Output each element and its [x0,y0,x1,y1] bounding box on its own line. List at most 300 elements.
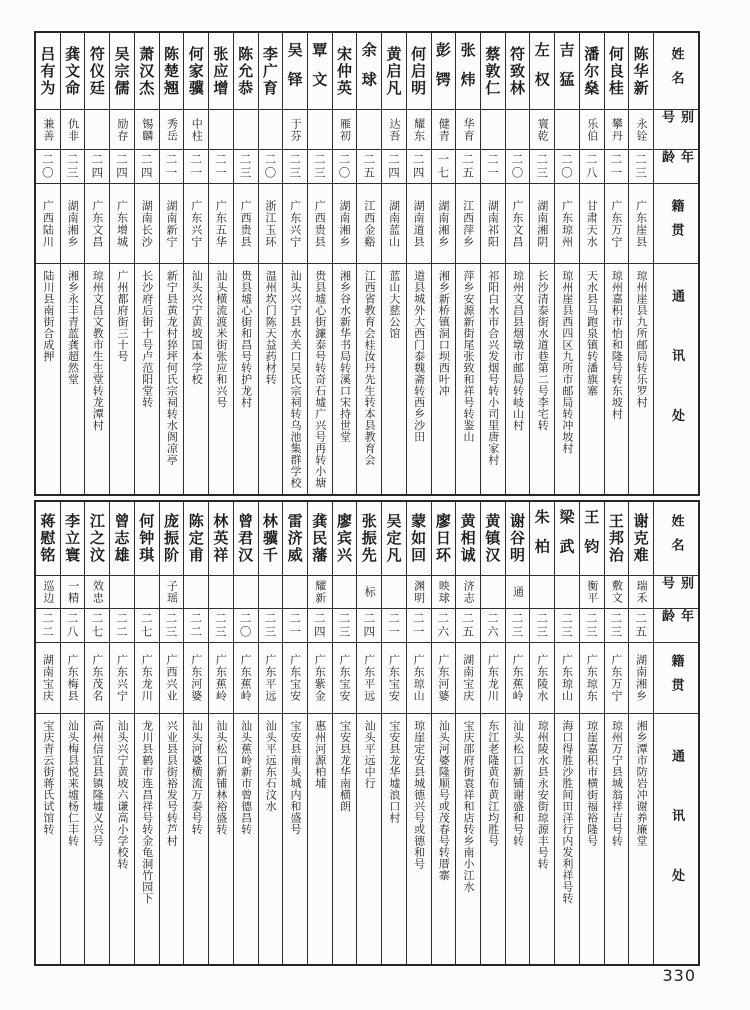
person-name: 吴宗儒 [112,45,131,97]
person-name: 符仪廷 [87,45,106,97]
person-alias: 达吾 [382,109,406,149]
person-column [307,33,332,494]
person-name: 彭锷 [433,41,452,101]
person-age: 二三 [580,608,604,642]
person-name: 吕有为 [38,45,57,97]
row-header-column [653,502,698,964]
person-alias: 攀丹 [605,109,629,149]
person-column [109,502,134,964]
person-name: 潘尔燊 [582,45,601,97]
person-alias: 通 [506,575,530,608]
person-alias: 子瑶 [160,575,184,608]
person-native-place: 湖南湘乡 [432,183,456,263]
person-alias [308,109,332,149]
person-alias: 济志 [456,575,480,608]
person-age: 二一 [605,149,629,183]
person-name: 宋仲英 [335,45,354,97]
person-native-place: 广东宝安 [382,642,406,713]
person-age: 二〇 [333,149,357,183]
header-name: 姓名 [668,514,684,563]
person-address: 宝庆邵府街袁祥和店转乡南小江水 [456,713,480,964]
person-name: 江之汶 [87,513,106,564]
person-column [505,502,530,964]
person-alias [333,575,357,608]
person-address: 湘乡谷水新华书局转溪口宋持世堂 [333,263,357,494]
person-native-place: 广东五华 [209,183,233,263]
person-native-place: 浙江玉环 [259,183,283,263]
person-column [628,502,653,964]
person-native-place: 广东陵水 [530,642,554,713]
person-age: 二三 [160,608,184,642]
person-native-place: 广东兴宁 [283,183,307,263]
person-address: 贵县墟心街濂泰号转奇石墟广兴号再转小塘 [308,263,332,494]
person-name: 龚民藩 [310,513,329,564]
header-address: 通讯处 [654,713,698,964]
person-name: 符致林 [508,45,527,97]
person-native-place: 广西陆川 [36,183,60,263]
person-name: 王邦治 [606,513,625,564]
header-address: 通讯处 [654,263,698,494]
person-alias [555,109,579,149]
person-address: 萍乡安源新街尾张致和祥号转鉴山 [456,263,480,494]
person-address: 高州信宜县镇隆墟义兴号 [85,713,109,964]
person-column [480,33,505,494]
person-column [480,502,505,964]
person-age: 二三 [629,149,653,183]
person-native-place: 广东琼山 [555,642,579,713]
person-age: 二三 [283,149,307,183]
person-column [233,502,258,964]
person-name: 廖日环 [433,513,452,564]
person-column [183,33,208,494]
person-column [431,502,456,964]
person-alias: 秀岳 [160,109,184,149]
person-age: 二二 [184,608,208,642]
person-alias [209,109,233,149]
person-address: 新宁县黄龙村猝坪何氏宗祠转水阁凉亭 [160,263,184,494]
person-native-place: 广东兴宁 [110,642,134,713]
person-native-place: 湖南新宁 [160,183,184,263]
person-native-place: 广东万宁 [605,642,629,713]
person-native-place: 湖南湘乡 [333,183,357,263]
person-column [406,502,431,964]
person-native-place: 广东文昌 [85,183,109,263]
person-name: 左权 [532,41,551,101]
person-address: 宝安县龙华南横朗 [333,713,357,964]
person-native-place: 湖南祁阳 [481,183,505,263]
person-column [60,502,85,964]
person-age: 二一 [382,608,406,642]
person-address: 琼州崖县西四区九所市邮局转冲坡村 [555,263,579,494]
person-column [579,33,604,494]
person-native-place: 广东紫金 [308,642,332,713]
person-age: 二八 [61,608,85,642]
person-address: 道县城外大西门泰魏斋转西乡沙田 [407,263,431,494]
person-name: 曾君汉 [236,513,255,564]
person-name: 吉猛 [557,41,576,101]
person-age: 二〇 [36,149,60,183]
person-name: 王钧 [582,509,601,568]
person-name: 吴铎 [285,41,304,101]
person-alias: 乐伯 [580,109,604,149]
person-column [233,33,258,494]
page-number: 330 [662,966,696,985]
person-age: 二三 [555,608,579,642]
person-age: 二六 [432,608,456,642]
person-address: 惠州河源柏埔 [308,713,332,964]
person-column [282,502,307,964]
person-address: 东江老隆黄布黄江均胜号 [481,713,505,964]
person-name: 庞振阶 [161,513,180,564]
person-address: 汕头兴宁黄坡六谦高小学校转 [110,713,134,964]
person-name: 萧汉杰 [137,45,156,97]
person-column [381,502,406,964]
person-native-place: 广东琼山 [407,642,431,713]
person-alias [382,575,406,608]
person-address: 兴业县县街裕发号转芦村 [160,713,184,964]
person-alias [357,109,381,149]
person-name: 蔡敦仁 [483,45,502,97]
person-address: 琼州崖县九所邮局转乐罗村 [629,263,653,494]
person-native-place: 江西金谿 [357,183,381,263]
person-alias [283,575,307,608]
person-alias [234,575,258,608]
header-native-place: 籍贯 [654,642,698,713]
person-native-place: 湖南蓝山 [382,183,406,263]
person-alias [135,575,159,608]
person-address: 陆川县南街合成押 [36,263,60,494]
person-native-place: 甘肃天水 [580,183,604,263]
person-column [356,33,381,494]
person-name: 雷济威 [285,513,304,564]
person-name: 张应增 [211,45,230,97]
person-column [381,33,406,494]
person-column [455,33,480,494]
person-age: 二一 [283,608,307,642]
person-alias: 雁初 [333,109,357,149]
person-age: 二〇 [234,608,258,642]
person-native-place: 广东宝安 [283,642,307,713]
person-age: 二一 [209,149,233,183]
person-column [529,502,554,964]
person-name: 何良桂 [606,45,625,97]
person-address: 汕头蕉岭新市曾德昌转 [234,713,258,964]
person-native-place: 湖南宝庆 [36,642,60,713]
person-column [529,33,554,494]
person-age: 二五 [456,149,480,183]
person-alias: 中柱 [184,109,208,149]
person-column [60,33,85,494]
person-age: 二一 [481,149,505,183]
person-address: 龙川县鹤市连昌祥号转金龟洞竹园下 [135,713,159,964]
person-column [604,33,629,494]
person-alias [234,109,258,149]
person-native-place: 广东文昌 [506,183,530,263]
person-address: 海口得胜沙胜间田洋行内发利祥号转 [555,713,579,964]
person-column [579,502,604,964]
person-column [258,502,283,964]
person-name: 林骥千 [260,513,279,564]
person-age: 二二 [36,608,60,642]
person-native-place: 湖南宝庆 [456,642,480,713]
person-native-place: 广西贵县 [234,183,258,263]
person-name: 张炜 [458,41,477,101]
person-native-place: 广东宝安 [333,642,357,713]
person-column [455,502,480,964]
person-age: 二三 [530,149,554,183]
person-name: 黄镇汉 [483,513,502,564]
person-native-place: 广东梅县 [61,642,85,713]
person-column [332,33,357,494]
person-alias: 健青 [432,109,456,149]
person-alias: 兼善 [36,109,60,149]
person-address: 琼州万宁县城翁祥吉号转 [605,713,629,964]
person-address: 长沙府后街十号卢范阳堂转 [135,263,159,494]
person-alias: 敷文 [605,575,629,608]
person-column [356,502,381,964]
person-age: 二三 [506,608,530,642]
person-column [84,33,109,494]
person-address: 祁阳白水市合兴发烟号转小司里唐家村 [481,263,505,494]
person-age: 二三 [308,149,332,183]
person-age: 一七 [432,149,456,183]
person-column [604,502,629,964]
person-age: 二七 [135,608,159,642]
person-name: 李广育 [260,45,279,97]
person-name: 何家骥 [186,45,205,97]
person-column [431,33,456,494]
person-alias [530,575,554,608]
person-age: 二三 [209,608,233,642]
person-alias: 巡边 [36,575,60,608]
person-native-place: 广东平远 [357,642,381,713]
row-header-column [653,33,698,494]
person-address: 汕头兴宁黄坡国本学校 [184,263,208,494]
person-native-place: 广东河婆 [184,642,208,713]
person-name: 朱柏 [532,509,551,568]
person-column [134,502,159,964]
person-age: 二三 [61,149,85,183]
person-column [159,502,184,964]
person-alias [481,109,505,149]
person-alias [506,109,530,149]
person-address: 湘乡永丰青蓝龚超然堂 [61,263,85,494]
person-age: 二二 [110,608,134,642]
person-address: 江西省教育会桂汝丹先生转本县教育会 [357,263,381,494]
person-age: 二一 [184,149,208,183]
person-column [183,502,208,964]
person-age: 二四 [110,149,134,183]
person-address: 汕头松口新铺谢盛和号转 [506,713,530,964]
person-address: 汕头河婆横流万泰号转 [184,713,208,964]
person-address: 宝安县南头城内和盛号 [283,713,307,964]
person-alias [259,575,283,608]
person-column [554,33,579,494]
person-name: 蒋慰铭 [38,513,57,564]
person-name: 谢克难 [631,513,650,564]
person-alias [184,575,208,608]
person-name: 陈允恭 [236,45,255,97]
person-age: 二三 [234,149,258,183]
person-age: 二四 [357,608,381,642]
person-native-place: 广西兴业 [160,642,184,713]
person-address: 琼州文昌文教市生生堂转龙潭村 [85,263,109,494]
person-alias: 华育 [456,109,480,149]
person-address: 长沙清泰街水道巷第二号李宅转 [530,263,554,494]
person-column [109,33,134,494]
person-name: 覃文 [310,41,329,101]
person-age: 二四 [135,149,159,183]
person-age: 二三 [333,608,357,642]
person-native-place: 广东龙川 [135,642,159,713]
person-age: 二七 [85,608,109,642]
person-age: 二八 [580,149,604,183]
person-native-place: 广东增城 [110,183,134,263]
person-name: 曾志雄 [112,513,131,564]
person-age: 二六 [481,608,505,642]
person-alias: 映球 [432,575,456,608]
person-name: 张振先 [359,513,378,564]
header-alias: 别号 [654,109,698,149]
person-alias: 一精 [61,575,85,608]
person-alias: 效忠 [85,575,109,608]
person-native-place: 广东蕉岭 [234,642,258,713]
person-native-place: 广西贵县 [308,183,332,263]
person-address: 琼崖定安县城德兴号或德和号 [407,713,431,964]
person-column [159,33,184,494]
person-alias: 衡平 [580,575,604,608]
person-name: 谢谷明 [508,513,527,564]
person-name: 黄启凡 [384,45,403,97]
person-alias: 耀新 [308,575,332,608]
person-alias: 标 [357,575,381,608]
roster-table-bottom [34,500,700,966]
person-native-place: 江西萍乡 [456,183,480,263]
person-column [332,502,357,964]
person-alias [481,575,505,608]
person-alias: 瑞禾 [629,575,653,608]
person-age: 二五 [456,608,480,642]
person-name: 陈定甫 [186,513,205,564]
person-native-place: 广东兴宁 [184,183,208,263]
person-address: 琼州陵水县永安街琼源丰号转 [530,713,554,964]
person-address: 贵县墟心街和昌号转护龙村 [234,263,258,494]
person-address: 湘乡新桥镇洞口坝西叶冲 [432,263,456,494]
person-address: 琼州文昌县烟墩市邮局转岐山村 [506,263,530,494]
person-native-place: 广东河婆 [432,642,456,713]
person-name: 黄相诚 [458,513,477,564]
person-address: 琼州嘉积市怡和隆号转东坡村 [605,263,629,494]
person-native-place: 广东蕉岭 [209,642,233,713]
person-name: 何钟琪 [137,513,156,564]
header-alias: 别号 [654,575,698,608]
person-column [36,502,60,964]
person-name: 何启明 [409,45,428,97]
person-column [628,33,653,494]
person-alias: 寰乾 [530,109,554,149]
header-name: 姓名 [668,46,684,96]
person-alias [555,575,579,608]
person-address: 汕头松口新铺林裕盛转 [209,713,233,964]
person-native-place: 广东平远 [259,642,283,713]
person-column [406,33,431,494]
person-column [258,33,283,494]
person-address: 宝安县龙华墟浪口村 [382,713,406,964]
person-age: 二一 [160,149,184,183]
person-address: 广州都府街三十号 [110,263,134,494]
person-native-place: 湖南长沙 [135,183,159,263]
person-age: 二〇 [555,149,579,183]
person-alias [110,575,134,608]
person-address: 汕头横流渡米街张应和兴号 [209,263,233,494]
person-column [84,502,109,964]
person-native-place: 广东琼东 [580,642,604,713]
person-native-place: 广东琼州 [555,183,579,263]
person-native-place: 广东龙川 [481,642,505,713]
person-name: 陈楚翘 [161,45,180,97]
person-age: 二五 [357,149,381,183]
person-address: 汕头平远东石汶水 [259,713,283,964]
person-address: 汕头兴宁县水关口吴氏宗祠转乌池集群学校 [283,263,307,494]
person-alias [259,109,283,149]
person-alias: 仇非 [61,109,85,149]
person-address: 湘乡潭市防岩冲谢养廉堂 [629,713,653,964]
person-alias: 永铨 [629,109,653,149]
person-age: 二四 [407,149,431,183]
person-column [307,502,332,964]
person-age: 二三 [605,608,629,642]
person-alias: 锡麟 [135,109,159,149]
person-age: 二四 [308,608,332,642]
person-name: 余球 [359,41,378,101]
person-column [554,502,579,964]
person-name: 龚文命 [63,45,82,97]
person-native-place: 广东蕉岭 [506,642,530,713]
person-alias [85,109,109,149]
person-name: 蒙如回 [409,513,428,564]
person-native-place: 湖南湘阴 [530,183,554,263]
person-age: 二三 [530,608,554,642]
person-age: 二四 [382,149,406,183]
person-native-place: 广东万宁 [605,183,629,263]
person-column [36,33,60,494]
person-column [134,33,159,494]
person-alias: 于芬 [283,109,307,149]
person-native-place: 湖南道县 [407,183,431,263]
person-native-place: 广东茂名 [85,642,109,713]
person-column [208,33,233,494]
person-name: 梁武 [557,509,576,568]
person-name: 吴定凡 [384,513,403,564]
person-age: 二五 [629,608,653,642]
person-address: 汕头河婆隆顺号或茂春号转厝寨 [432,713,456,964]
person-native-place: 湖南湘乡 [61,183,85,263]
person-column [505,33,530,494]
person-address: 汕头平远中行 [357,713,381,964]
roster-table-top [34,31,700,496]
person-address: 琼崖嘉积市横街福裕隆号 [580,713,604,964]
person-address: 天水县马跑泉镇转潘旗寨 [580,263,604,494]
person-age: 二四 [85,149,109,183]
person-alias: 渊明 [407,575,431,608]
person-name: 陈华新 [631,45,650,97]
person-alias: 耀东 [407,109,431,149]
person-name: 林英祥 [211,513,230,564]
person-name: 李立寰 [63,513,82,564]
person-address: 蓝山大慈公馆 [382,263,406,494]
person-native-place: 湖南湘乡 [629,642,653,713]
person-alias [209,575,233,608]
